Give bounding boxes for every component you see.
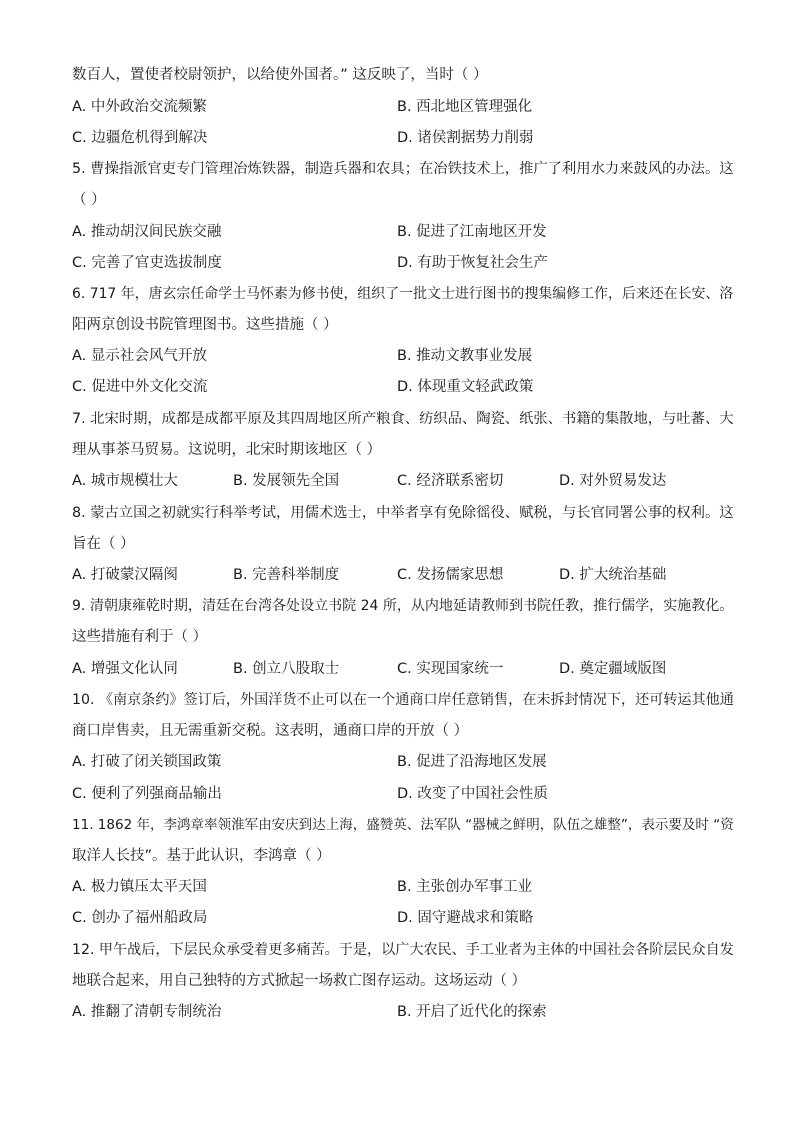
question-9-option-c[interactable]: C. 实现国家统一: [397, 661, 504, 677]
question-11-option-c[interactable]: C. 创办了福州船政局: [72, 910, 208, 926]
question-10-option-c[interactable]: C. 便利了列强商品输出: [72, 786, 222, 802]
question-10-option-d[interactable]: D. 改变了中国社会性质: [397, 786, 548, 802]
question-4-option-c[interactable]: C. 边疆危机得到解决: [72, 130, 208, 146]
question-5-option-a[interactable]: A. 推动胡汉间民族交融: [72, 224, 222, 240]
question-7-option-a[interactable]: A. 城市规模壮大: [72, 473, 178, 489]
question-12-option-a[interactable]: A. 推翻了清朝专制统治: [72, 1004, 222, 1020]
question-9-option-a[interactable]: A. 增强文化认同: [72, 661, 178, 677]
question-8-stem-line-1: 8. 蒙古立国之初就实行科举考试，用儒术选士，中举者享有免除徭役、赋税，与长官同署公事的权利。这: [72, 505, 734, 521]
question-5-option-d[interactable]: D. 有助于恢复社会生产: [397, 255, 548, 271]
question-9-stem-line-1: 9. 清朝康雍乾时期，清廷在台湾各处设立书院 24 所，从内地延请教师到书院任教，推行儒学，实施教化。: [72, 598, 734, 614]
question-8-option-d[interactable]: D. 扩大统治基础: [559, 567, 667, 583]
question-7-stem-line-2: 理从事茶马贸易。这说明，北宋时期该地区（ ）: [72, 442, 382, 458]
question-5-stem-line-2: （ ）: [72, 192, 106, 208]
question-11-option-b[interactable]: B. 主张创办军事工业: [397, 879, 533, 895]
question-5-stem-line-1: 5. 曹操指派官吏专门管理冶炼铁器，制造兵器和农具；在冶铁技术上，推广了利用水力来鼓风的办法。这: [72, 161, 734, 177]
question-10-option-a[interactable]: A. 打破了闭关锁国政策: [72, 754, 222, 770]
question-11-option-d[interactable]: D. 固守避战求和策略: [397, 910, 534, 926]
question-7-stem-line-1: 7. 北宋时期，成都是成都平原及其四周地区所产粮食、纺织品、陶瓷、纸张、书籍的集散地，与吐蕃、大: [72, 411, 734, 427]
question-10-stem-line-2: 商口岸售卖，且无需重新交税。这表明，通商口岸的开放（ ）: [72, 723, 469, 739]
question-6-option-b[interactable]: B. 推动文教事业发展: [397, 348, 533, 364]
question-8-option-b[interactable]: B. 完善科举制度: [233, 567, 340, 583]
question-6-option-a[interactable]: A. 显示社会风气开放: [72, 348, 207, 364]
question-11-stem-line-2: 取洋人长技”。基于此认识，李鸿章（ ）: [72, 848, 331, 864]
question-9-option-b[interactable]: B. 创立八股取士: [233, 661, 340, 677]
question-8-option-c[interactable]: C. 发扬儒家思想: [397, 567, 504, 583]
question-5-option-c[interactable]: C. 完善了官吏选拔制度: [72, 255, 222, 271]
question-7-option-b[interactable]: B. 发展领先全国: [233, 473, 340, 489]
question-12-option-b[interactable]: B. 开启了近代化的探索: [397, 1004, 547, 1020]
question-6-option-c[interactable]: C. 促进中外文化交流: [72, 379, 208, 395]
question-4-option-d[interactable]: D. 诸侯割据势力削弱: [397, 130, 534, 146]
question-11-stem-line-1: 11. 1862 年，李鸿章率领淮军由安庆到达上海，盛赞英、法军队 “器械之鲜明，队伍之雄整”，表示要及时 “资: [72, 817, 734, 833]
question-7-option-d[interactable]: D. 对外贸易发达: [559, 473, 667, 489]
question-5-option-b[interactable]: B. 促进了江南地区开发: [397, 224, 547, 240]
question-7-option-c[interactable]: C. 经济联系密切: [397, 473, 504, 489]
question-12-stem-line-1: 12. 甲午战后，下层民众承受着更多痛苦。于是，以广大农民、手工业者为主体的中国社会各阶层民众自发: [72, 942, 734, 958]
question-4-option-a[interactable]: A. 中外政治交流频繁: [72, 99, 207, 115]
question-11-option-a[interactable]: A. 极力镇压太平天国: [72, 879, 207, 895]
question-4-stem-line: 数百人，置使者校尉领护，以给使外国者。” 这反映了，当时（ ）: [72, 67, 488, 83]
question-10-option-b[interactable]: B. 促进了沿海地区发展: [397, 754, 547, 770]
question-10-stem-line-1: 10. 《南京条约》签订后，外国洋货不止可以在一个通商口岸任意销售，在未拆封情况下，还可转运其他通: [72, 692, 734, 708]
question-6-stem-line-2: 阳两京创设书院管理图书。这些措施（ ）: [72, 317, 338, 333]
question-9-stem-line-2: 这些措施有利于（ ）: [72, 629, 208, 645]
question-8-stem-line-2: 旨在（ ）: [72, 536, 135, 552]
question-9-option-d[interactable]: D. 奠定疆域版图: [559, 661, 667, 677]
question-6-stem-line-1: 6. 717 年，唐玄宗任命学士马怀素为修书使，组织了一批文士进行图书的搜集编修工作，后来还在长安、洛: [72, 286, 734, 302]
question-8-option-a[interactable]: A. 打破蒙汉隔阂: [72, 567, 178, 583]
question-12-stem-line-2: 地联合起来，用自己独特的方式掀起一场救亡图存运动。这场运动（ ）: [72, 973, 527, 989]
question-6-option-d[interactable]: D. 体现重文轻武政策: [397, 379, 534, 395]
question-4-option-b[interactable]: B. 西北地区管理强化: [397, 99, 533, 115]
